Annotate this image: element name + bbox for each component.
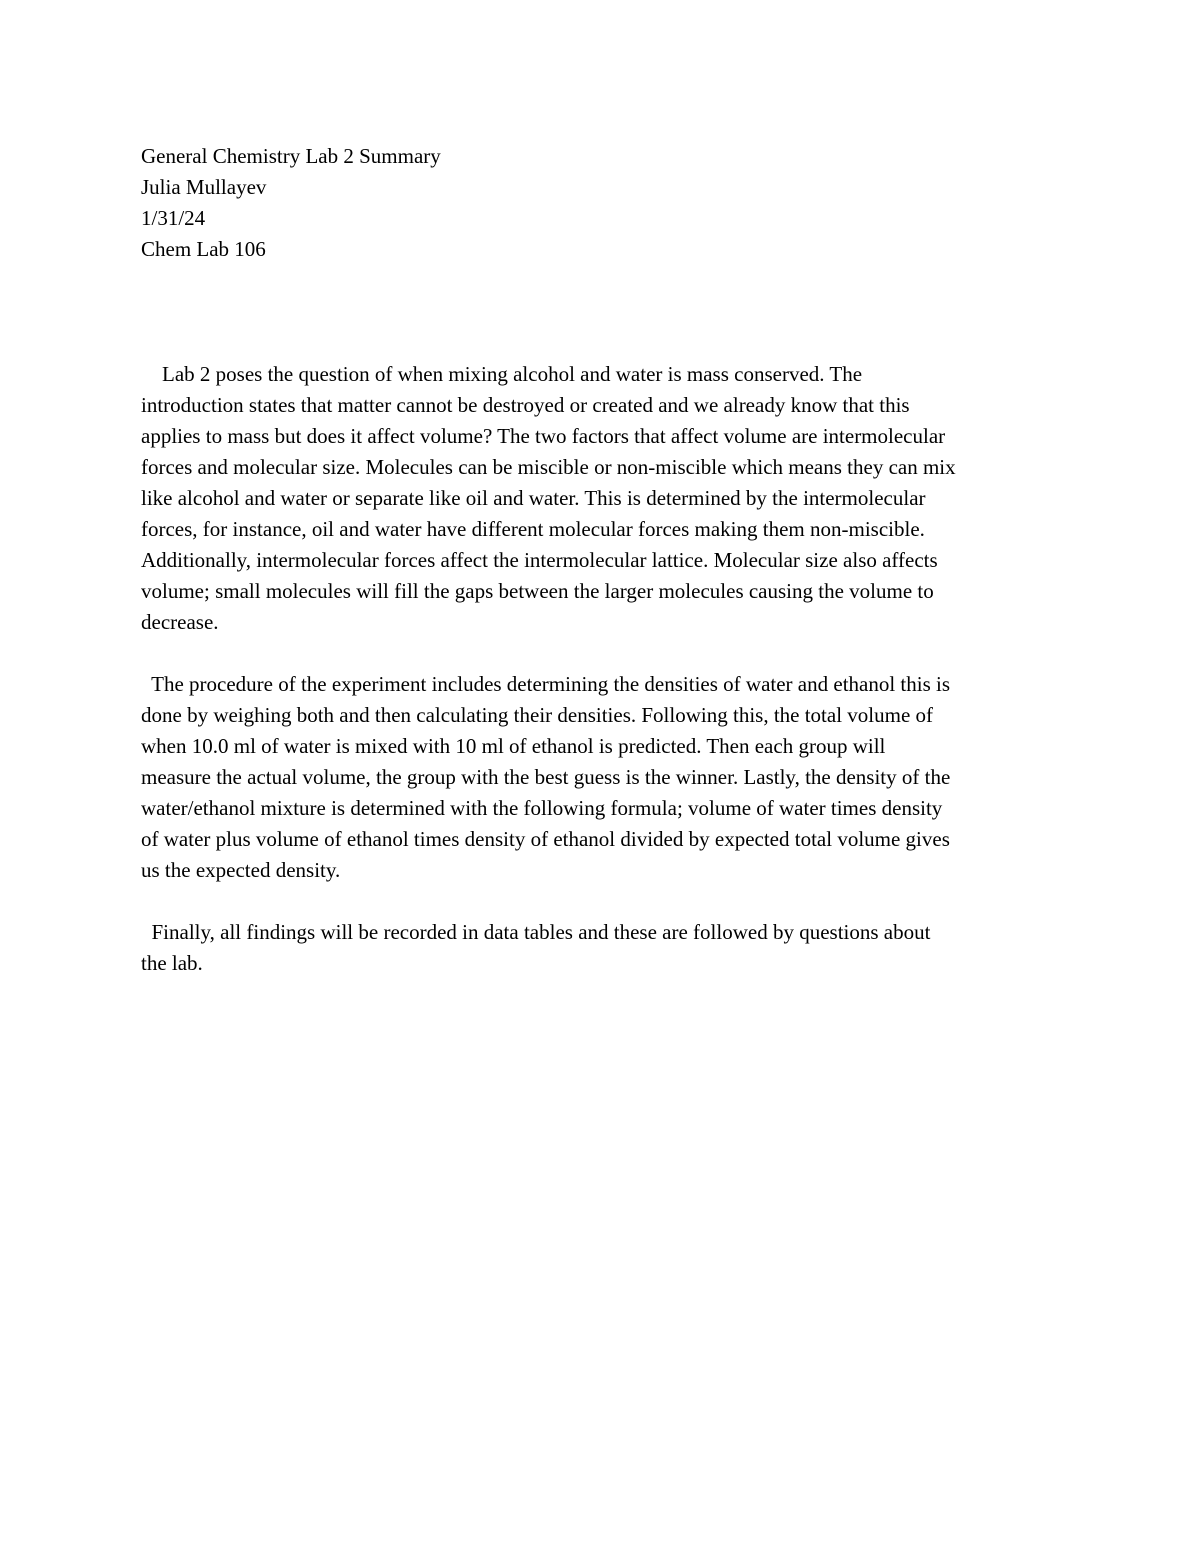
paragraph-procedure	[141, 669, 1066, 886]
text-line: Additionally, intermolecular forces affect the intermolecular lattice. Molecular size also affects	[141, 548, 938, 572]
text-line: decrease.	[141, 610, 219, 634]
author-name: Julia Mullayev	[141, 175, 267, 199]
text-line: measure the actual volume, the group with the best guess is the winner. Lastly, the density of the	[141, 765, 951, 789]
text-line: applies to mass but does it affect volume? The two factors that affect volume are intermolecular	[141, 424, 946, 448]
text-line: forces, for instance, oil and water have different molecular forces making them non-miscible.	[141, 517, 925, 541]
text-line: introduction states that matter cannot be destroyed or created and we already know that this	[141, 393, 910, 417]
document-title: General Chemistry Lab 2 Summary	[141, 144, 441, 168]
document-body	[141, 359, 1066, 1010]
paragraph-introduction	[141, 359, 1066, 638]
text-line: the lab.	[141, 951, 203, 975]
text-line: volume; small molecules will fill the gaps between the larger molecules causing the volume to	[141, 579, 934, 603]
text-line: Finally, all findings will be recorded in data tables and these are followed by questions about	[141, 920, 931, 944]
document-header	[141, 141, 1061, 265]
text-line: like alcohol and water or separate like oil and water. This is determined by the intermolecular	[141, 486, 926, 510]
text-line: done by weighing both and then calculating their densities. Following this, the total volume of	[141, 703, 934, 727]
text-line: Lab 2 poses the question of when mixing alcohol and water is mass conserved. The	[141, 362, 863, 386]
text-line: water/ethanol mixture is determined with the following formula; volume of water times density	[141, 796, 943, 820]
text-line: forces and molecular size. Molecules can be miscible or non-miscible which means they can mix	[141, 455, 956, 479]
text-line: of water plus volume of ethanol times density of ethanol divided by expected total volume gives	[141, 827, 950, 851]
text-line: us the expected density.	[141, 858, 341, 882]
document-date: 1/31/24	[141, 206, 206, 230]
course-name: Chem Lab 106	[141, 237, 266, 261]
text-line: when 10.0 ml of water is mixed with 10 ml of ethanol is predicted. Then each group will	[141, 734, 886, 758]
paragraph-conclusion	[141, 917, 1066, 979]
text-line: The procedure of the experiment includes determining the densities of water and ethanol this is	[141, 672, 951, 696]
